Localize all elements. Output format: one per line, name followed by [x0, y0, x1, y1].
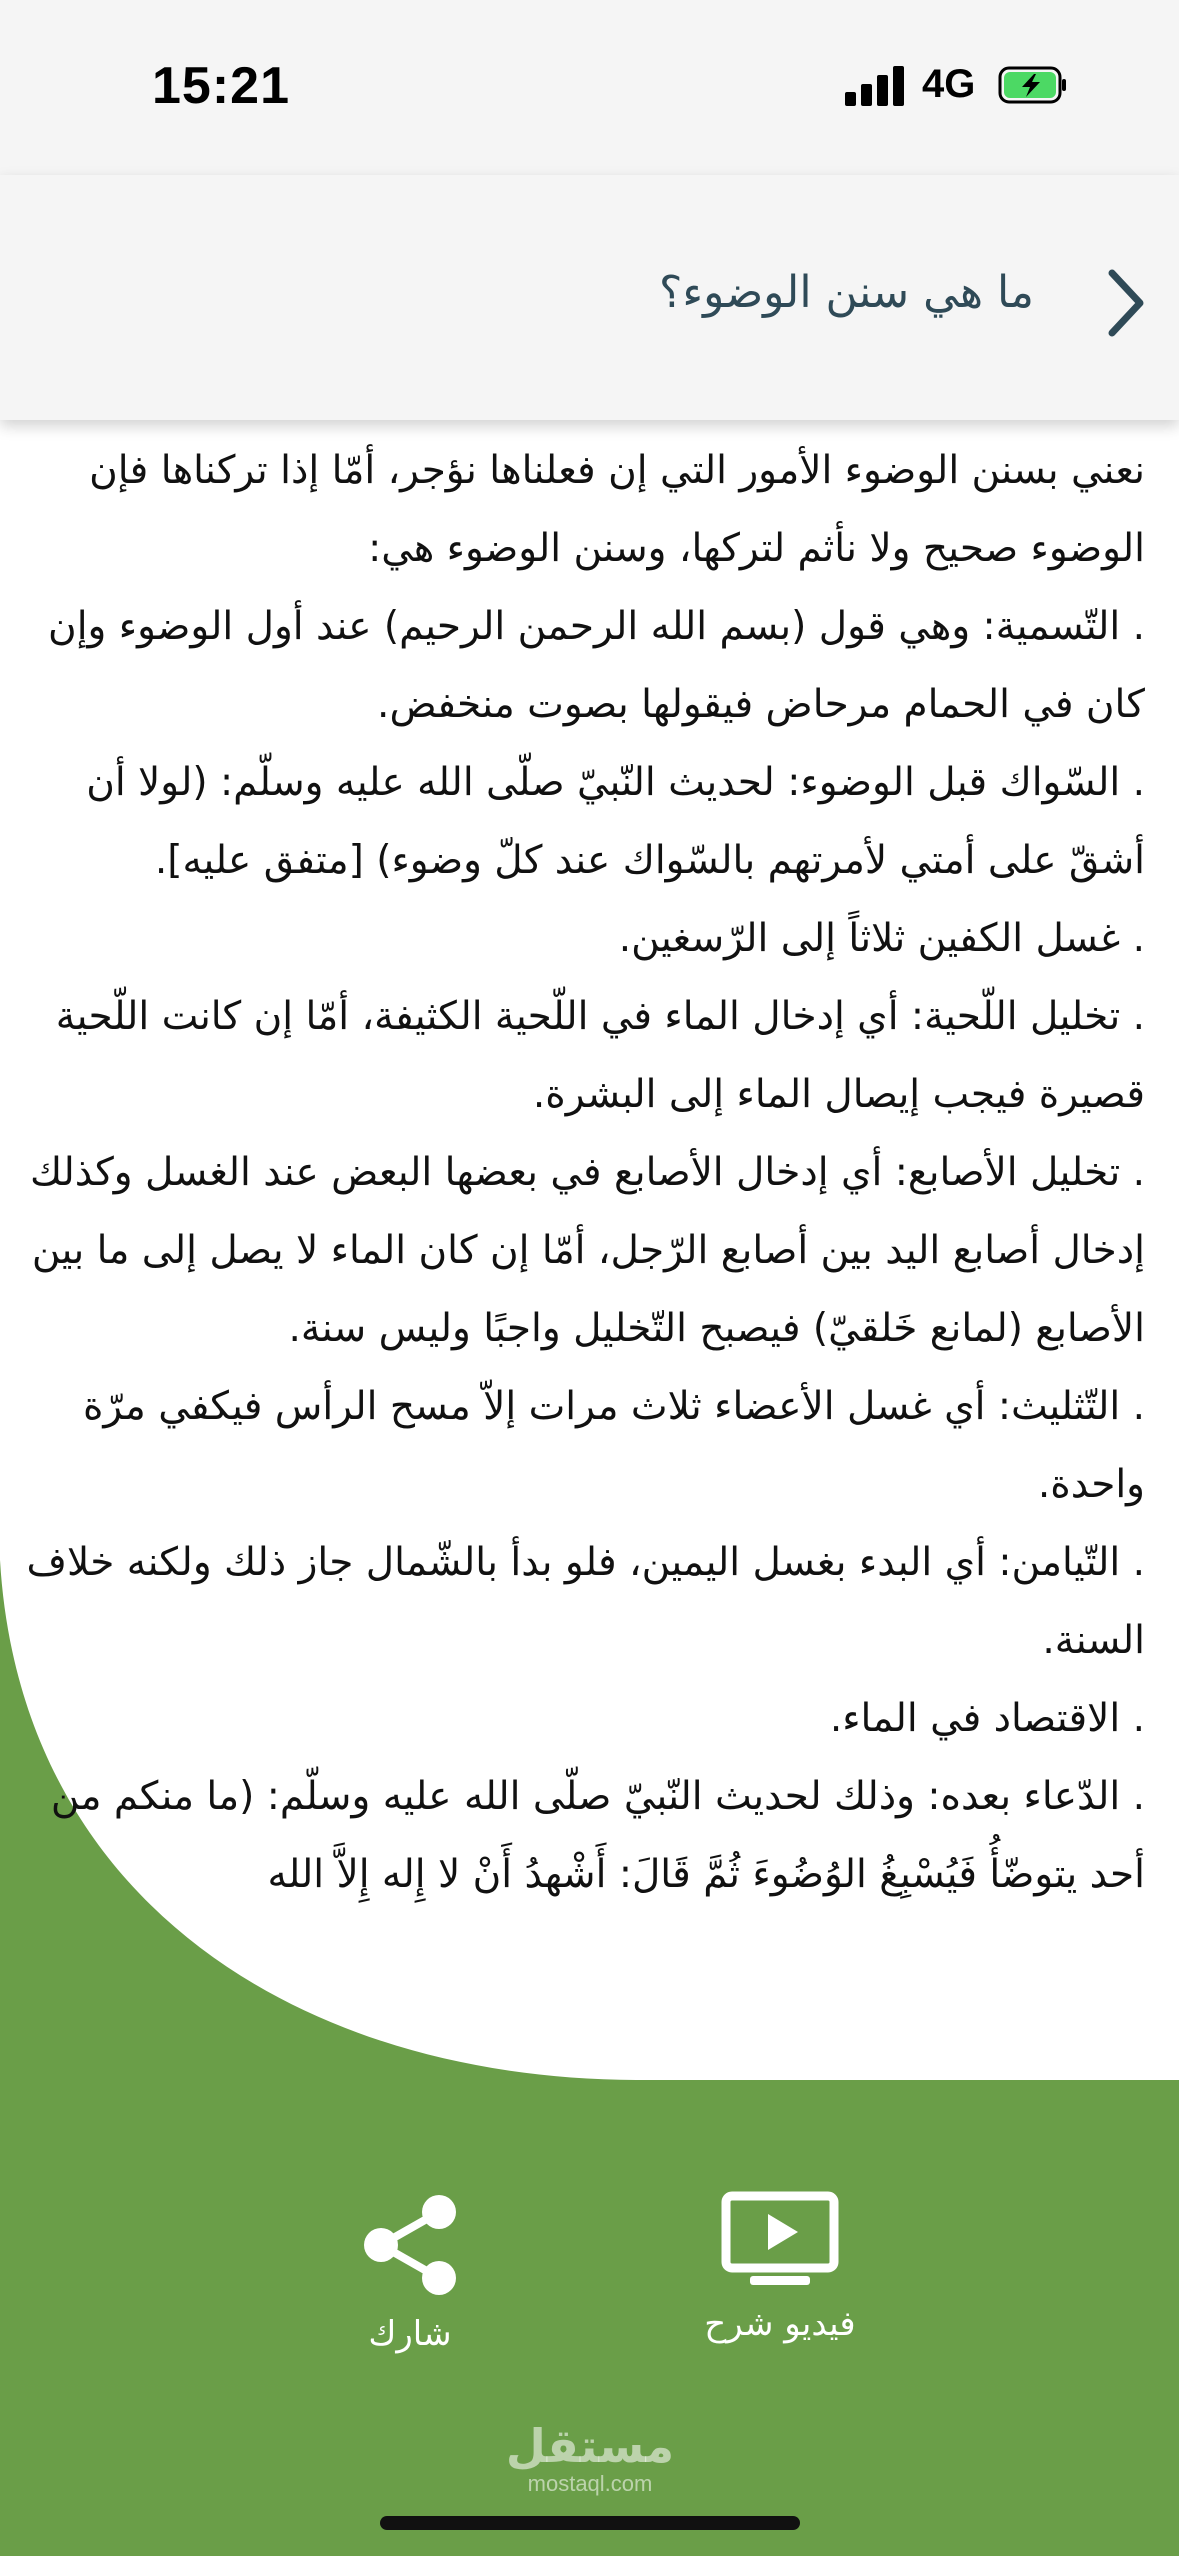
home-indicator[interactable] — [380, 2516, 800, 2530]
video-explanation-button[interactable] — [680, 2190, 880, 2344]
share-label: شارك — [368, 2314, 452, 2354]
article-paragraph: نعني بسنن الوضوء الأمور التي إن فعلناها نؤجر، أمّا إذا تركناها فإن الوضوء صحيح ولا نأثم لتركها، وسنن الوضوء هي: — [89, 448, 1145, 571]
article-paragraph: . التّيامن: أي البدء بغسل اليمين، فلو بدأ بالشّمال جاز ذلك ولكنه خلاف السنة. — [26, 1540, 1145, 1663]
video-explanation-label: فيديو شرح — [704, 2304, 856, 2344]
signal-strength-icon — [845, 66, 907, 106]
page-title: ما هي سنن الوضوء؟ — [659, 267, 1034, 318]
network-type: 4G — [922, 62, 976, 106]
article-paragraph: . الدّعاء بعده: وذلك لحديث النّبيّ صلّى الله عليه وسلّم: (ما منكم من أحد يتوضّأُ فَيُسْبِغُ الوُضُوءَ ثُمَّ قَالَ: أَشْهدُ أَنْ لا إِله إِلاَّ الله — [50, 1774, 1145, 1897]
battery-charging-icon — [998, 66, 1068, 104]
article-paragraph: . التّسمية: وهي قول (بسم الله الرحمن الرحيم) عند أول الوضوء وإن كان في الحمام مرحاض فيقولها بصوت منخفض. — [48, 604, 1145, 727]
article-paragraph: . التّثليث: أي غسل الأعضاء ثلاث مرات إلاّ مسح الرأس فيكفي مرّة واحدة. — [82, 1384, 1145, 1507]
article-paragraph: . تخليل الأصابع: أي إدخال الأصابع في بعضها البعض عند الغسل وكذلك إدخال أصابع اليد بين أصابع الرّجل، أمّا إن كان الماء لا يصل إلى ما بين الأصابع (لمانع خَلقيّ) فيصبح التّخليل واجبًا وليس سنة. — [30, 1150, 1145, 1351]
article-paragraph: . غسل الكفين ثلاثاً إلى الرّسغين. — [618, 916, 1145, 961]
article-paragraph: . تخليل اللّحية: أي إدخال الماء في اللّحية الكثيفة، أمّا إن كانت اللّحية قصيرة فيجب إيصال الماء إلى البشرة. — [55, 994, 1145, 1117]
status-time: 15:21 — [152, 57, 290, 115]
share-icon — [355, 2190, 465, 2300]
article-paragraph: . السّواك قبل الوضوء: لحديث النّبيّ صلّى الله عليه وسلّم: (لولا أن أشقّ على أمتي لأمرتهم بالسّواك عند كلّ وضوء) [متفق عليه]. — [86, 760, 1145, 883]
status-bar — [0, 0, 1179, 175]
video-player-icon — [720, 2190, 840, 2290]
share-button[interactable] — [310, 2190, 510, 2354]
back-button[interactable] — [1100, 263, 1152, 343]
article-body — [15, 432, 1145, 1914]
content-scroll-area[interactable] — [0, 420, 1179, 2080]
watermark-latin: mostaql.com — [527, 2471, 653, 2496]
watermark-arabic: مستقل — [505, 2419, 675, 2473]
mostaql-watermark — [490, 2420, 690, 2496]
nav-header — [0, 175, 1179, 420]
chevron-right-icon — [1100, 263, 1152, 343]
article-paragraph: . الاقتصاد في الماء. — [829, 1696, 1145, 1741]
